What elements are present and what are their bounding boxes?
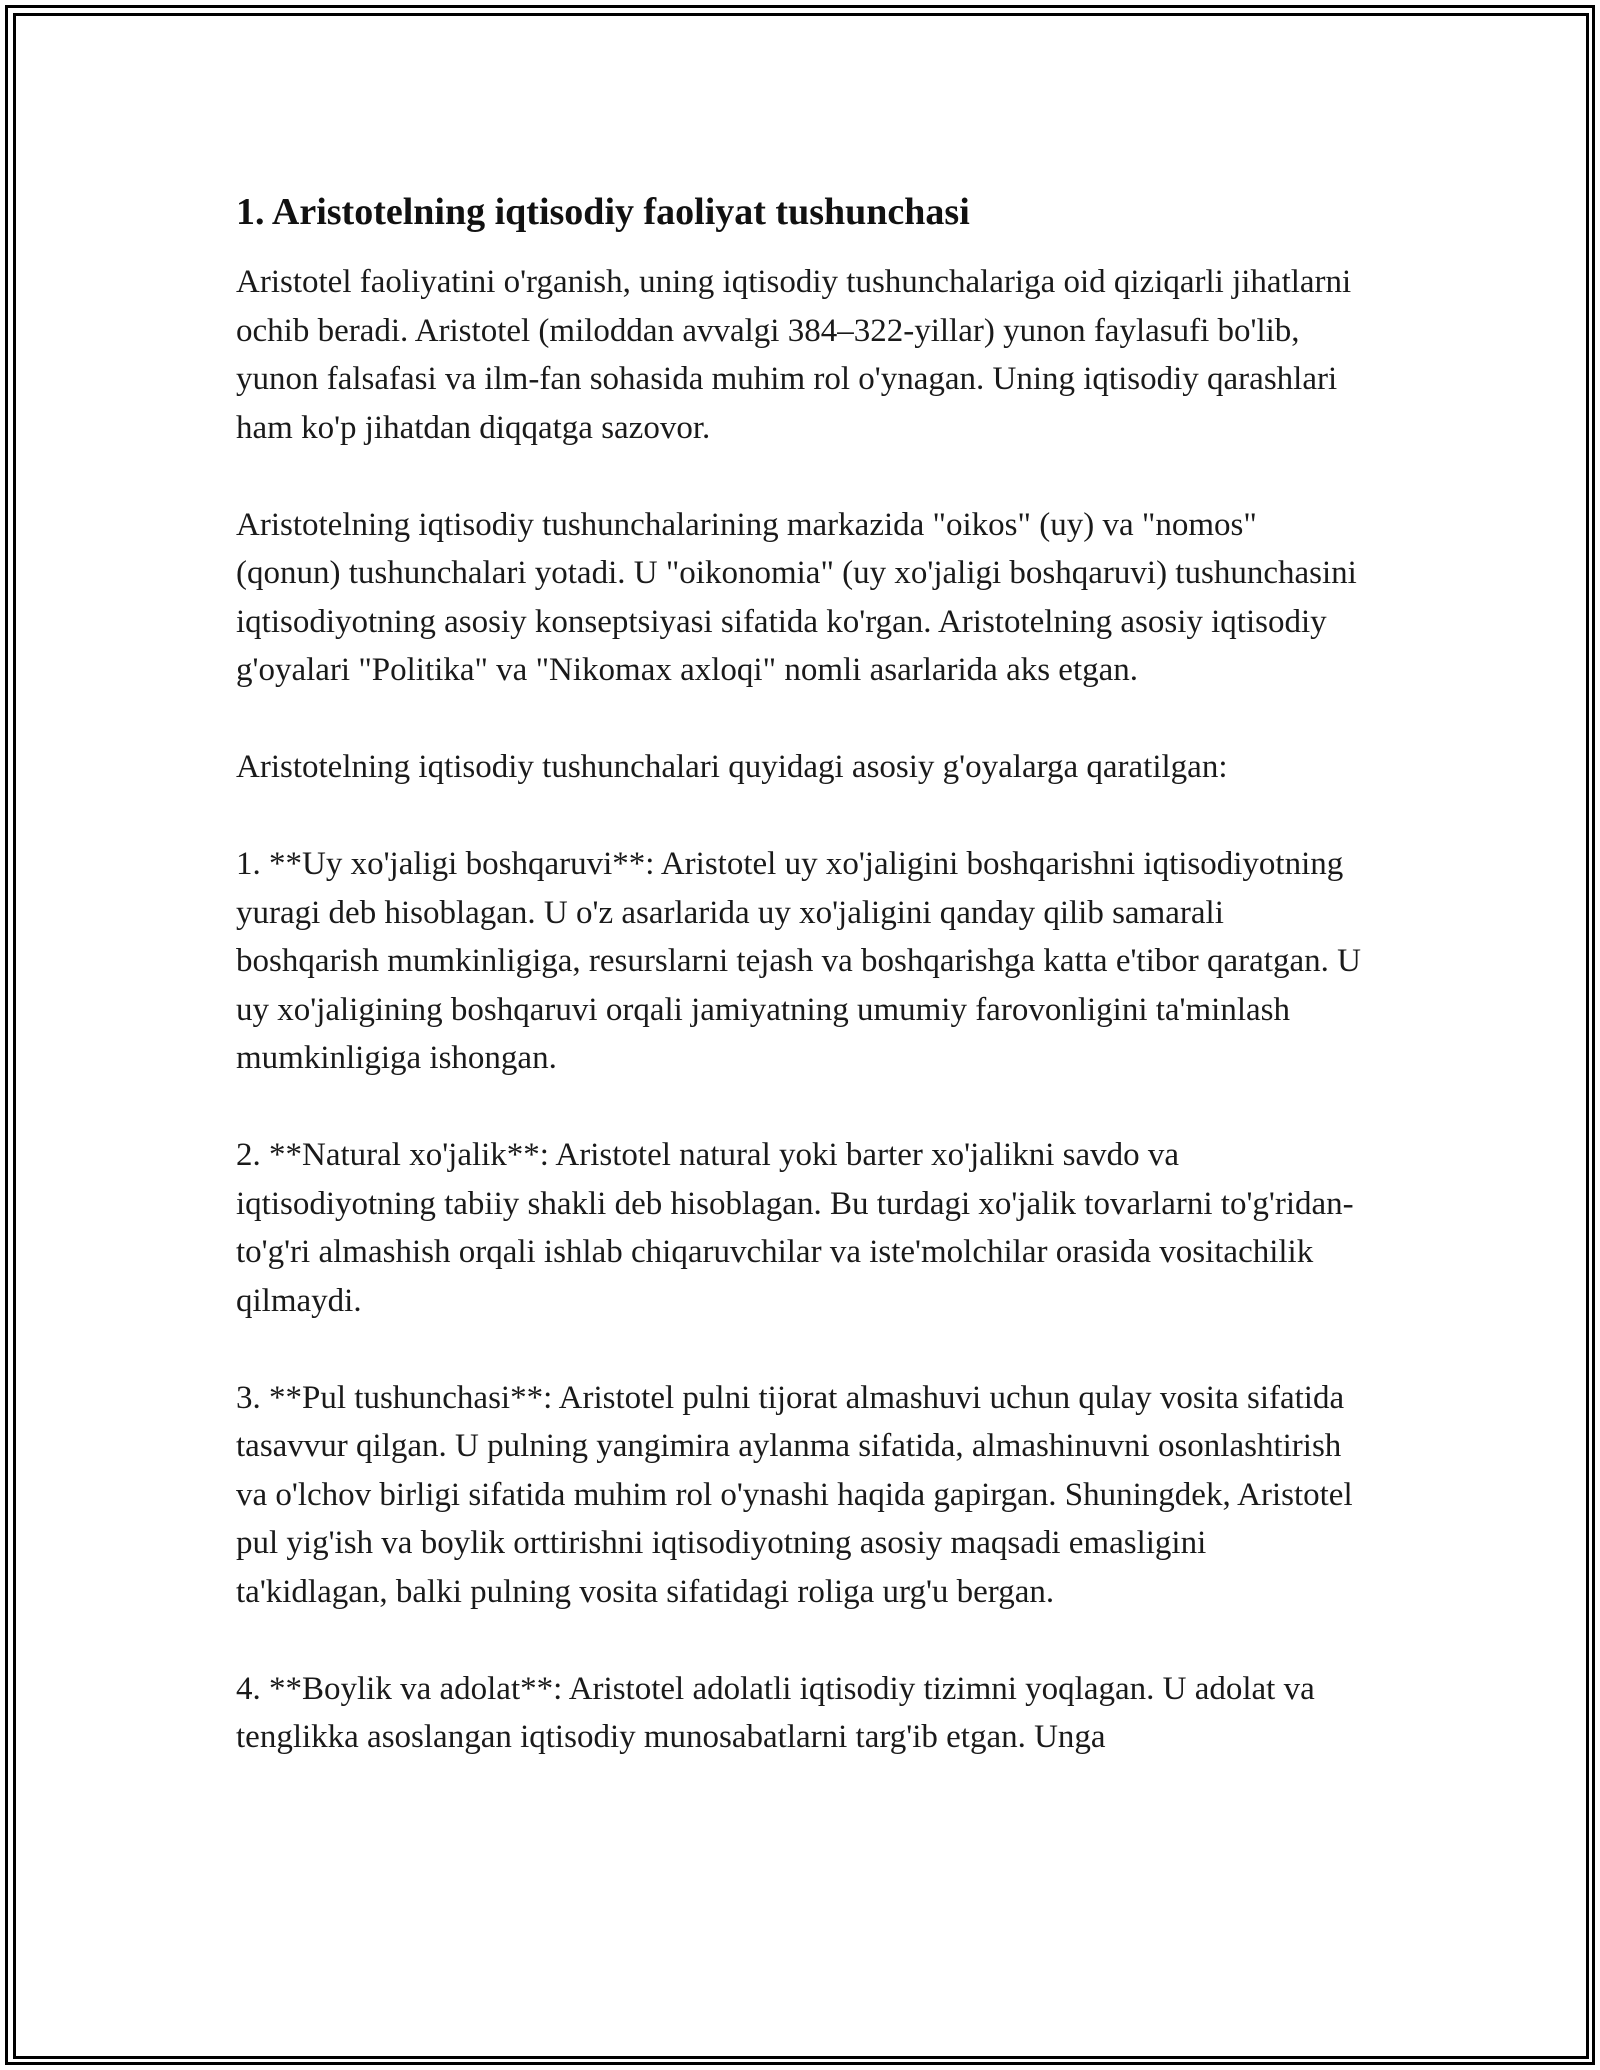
paragraph-oikos: Aristotelning iqtisodiy tushunchalarining markazida "oikos" (uy) va "nomos" (qonun) tushunchalari yotadi. U "oikonomia" (uy xo'jaligi boshqaruvi) tushunchasini iqtisodiyotning asosiy konseptsiyasi sifatida ko'rgan. Aristotelning asosiy iqtisodiy g'oyalari "Politika" va "Nikomax axloqi" nomli asarlarida aks etgan. [236,506,1357,688]
list-item-money-concept: 3. **Pul tushunchasi**: Aristotel pulni tijorat almashuvi uchun qulay vosita sifatida tasavvur qilgan. U pulning yangimira aylanma sifatida, almashinuvni osonlashtirish va o'lchov birligi sifatida muhim rol o'ynashi haqida gapirgan. Shuningdek, Aristotel pul yig'ish va boylik orttirishni iqtisodiyotning asosiy maqsadi emasligini ta'kidlagan, balki pulning vosita sifatidagi roliga urg'u bergan. [236,1379,1353,1610]
document-body [236,188,1366,1810]
list-item-wealth-justice: 4. **Boylik va adolat**: Aristotel adolatli iqtisodiy tizimni yoqlagan. U adolat va tenglikka asoslangan iqtisodiy munosabatlarni targ'ib etgan. Unga [236,1670,1315,1755]
paragraph-intro: Aristotel faoliyatini o'rganish, uning iqtisodiy tushunchalariga oid qiziqarli jihatlarni ochib beradi. Aristotel (miloddan avvalgi 384–322-yillar) yunon faylasufi bo'lib, yunon falsafasi va ilm-fan sohasida muhim rol o'ynagan. Uning iqtisodiy qarashlari ham ko'p jihatdan diqqatga sazovor. [236,264,1352,446]
list-item-household-management: 1. **Uy xo'jaligi boshqaruvi**: Aristotel uy xo'jaligini boshqarishni iqtisodiyotning yuragi deb hisoblagan. U o'z asarlarida uy xo'jaligini qanday qilib samarali boshqarish mumkinligiga, resurslarni tejash va boshqarishga katta e'tibor qaratgan. U uy xo'jaligining boshqaruvi orqali jamiyatning umumiy farovonligini ta'minlash mumkinligiga ishongan. [236,846,1361,1076]
list-item-natural-economy: 2. **Natural xo'jalik**: Aristotel natural yoki barter xo'jalikni savdo va iqtisodiyotning tabiiy shakli deb hisoblagan. Bu turdagi xo'jalik tovarlarni to'g'ridan-to'g'ri almashish orqali ishlab chiqaruvchilar va iste'molchilar orasida vositachilik qilmaydi. [236,1137,1354,1319]
paragraph-list-intro: Aristotelning iqtisodiy tushunchalari quyidagi asosiy g'oyalarga qaratilgan: [236,749,1228,785]
section-heading: 1. Aristotelning iqtisodiy faoliyat tushunchasi [236,191,970,233]
